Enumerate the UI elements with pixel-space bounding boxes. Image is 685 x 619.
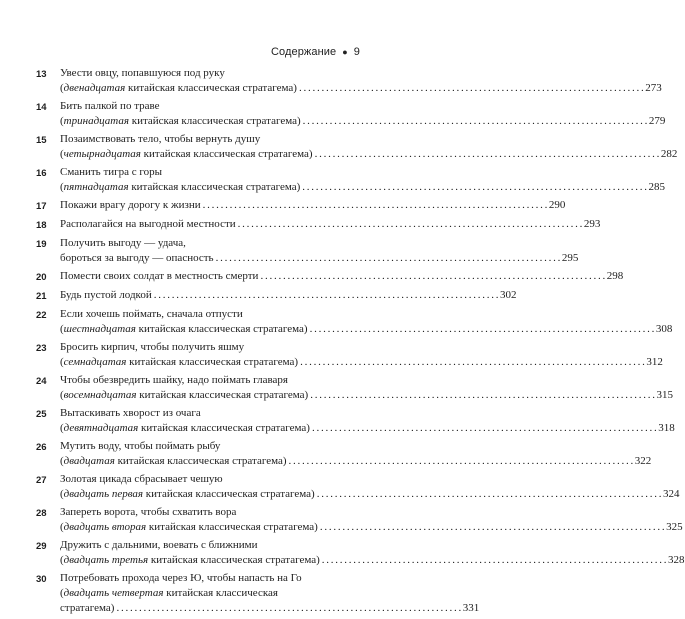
stratagem-ordinal: двадцать первая	[63, 488, 144, 500]
title-text	[60, 355, 298, 370]
paren-open: (	[60, 521, 64, 533]
title-segment: Бить палкой по траве	[60, 100, 160, 112]
chapter-title-block	[60, 472, 679, 502]
page-ref: 325	[666, 521, 683, 533]
dot-leader	[299, 81, 643, 96]
paren-open: (	[60, 181, 64, 193]
paren-open: (	[60, 389, 64, 401]
title-segment: китайская классическая стратагема)	[126, 356, 299, 368]
title-line	[60, 487, 679, 502]
stratagem-ordinal: шестнадцатая	[63, 323, 136, 335]
title-segment: Располагайся на выгодной местности	[60, 218, 236, 230]
page-ref: 308	[655, 323, 673, 335]
title-line	[60, 99, 665, 114]
chapter-title-block	[60, 165, 665, 195]
title-line	[60, 505, 683, 520]
stratagem-ordinal: четырнадцатая	[63, 148, 141, 160]
title-line	[60, 66, 662, 81]
title-line	[60, 340, 663, 355]
title-text	[60, 340, 244, 355]
chapter-title-block	[60, 99, 665, 129]
title-segment: Позаимствовать тело, чтобы вернуть душу	[60, 133, 261, 145]
title-text	[60, 520, 318, 535]
title-segment: Вытаскивать хворост из очага	[60, 407, 201, 419]
stratagem-ordinal: двадцать вторая	[63, 521, 147, 533]
title-line	[60, 406, 675, 421]
title-line	[60, 586, 479, 601]
title-line	[60, 269, 623, 284]
title-segment: китайская классическая стратагема)	[143, 488, 315, 500]
toc-entry[interactable]	[36, 505, 683, 535]
title-segment: китайская классическая	[163, 587, 278, 599]
toc-entry[interactable]	[36, 99, 666, 129]
chapter-title-block	[60, 505, 683, 535]
title-text	[60, 487, 315, 502]
title-text	[60, 66, 225, 81]
chapter-number: 22	[36, 310, 47, 321]
title-text	[60, 217, 236, 232]
title-text	[60, 180, 300, 195]
title-text	[60, 99, 160, 114]
chapter-title-block	[60, 340, 663, 370]
title-text	[60, 571, 302, 586]
chapter-number: 19	[36, 239, 47, 250]
title-segment: китайская классическая стратагема)	[138, 422, 310, 434]
title-line	[60, 288, 516, 303]
chapter-number: 21	[36, 291, 47, 302]
title-line	[60, 601, 479, 616]
toc-entry[interactable]	[36, 198, 566, 214]
dot-leader	[203, 198, 547, 213]
title-line	[60, 439, 651, 454]
chapter-title-block	[60, 236, 578, 266]
dot-leader	[116, 601, 460, 616]
page-ref: 279	[648, 115, 666, 127]
toc-entry[interactable]	[36, 439, 652, 469]
title-segment: Получить выгоду — удача,	[60, 237, 186, 249]
chapter-title-block	[60, 406, 675, 436]
toc-entry[interactable]	[36, 288, 517, 304]
chapter-title-block	[60, 439, 651, 469]
title-segment: Бросить кирпич, чтобы получить яшму	[60, 341, 245, 353]
toc-entry[interactable]	[36, 236, 579, 266]
paren-open: (	[60, 455, 64, 467]
toc-entry[interactable]	[36, 217, 601, 233]
paren-open: (	[60, 148, 64, 160]
dot-leader	[312, 421, 656, 436]
paren-open: (	[60, 82, 64, 94]
title-segment: стратагема)	[60, 602, 115, 614]
page-ref: 285	[648, 181, 666, 193]
title-segment: Запереть ворота, чтобы схватить вора	[60, 506, 237, 518]
title-text	[60, 406, 201, 421]
title-segment: китайская классическая стратагема)	[135, 323, 308, 335]
title-line	[60, 388, 673, 403]
chapter-number: 28	[36, 508, 47, 519]
title-text	[60, 251, 214, 266]
dot-leader	[310, 322, 654, 337]
title-text	[60, 322, 308, 337]
title-text	[60, 538, 258, 553]
toc-entry[interactable]	[36, 132, 678, 162]
chapter-title-block	[60, 571, 479, 616]
chapter-number: 13	[36, 69, 47, 80]
chapter-title-block	[60, 288, 516, 304]
toc-entry[interactable]	[36, 66, 662, 96]
title-line	[60, 147, 677, 162]
title-text	[60, 472, 223, 487]
stratagem-ordinal: девятнадцатая	[63, 422, 139, 434]
title-segment: Дружить с дальними, воевать с ближними	[60, 539, 258, 551]
page-ref: 293	[583, 218, 601, 230]
paren-open: (	[60, 422, 64, 434]
page-ref: 324	[662, 488, 680, 500]
title-text	[60, 388, 308, 403]
title-text	[60, 147, 313, 162]
title-segment: китайская классическая стратагема)	[128, 181, 301, 193]
paren-open: (	[60, 488, 64, 500]
chapter-number: 16	[36, 168, 47, 179]
title-line	[60, 322, 672, 337]
page-ref: 295	[561, 252, 579, 264]
title-segment: Золотая цикада сбрасывает чешую	[60, 473, 223, 485]
table-of-contents	[36, 66, 685, 619]
title-segment: китайская классическая стратагема)	[140, 148, 313, 160]
title-line	[60, 236, 578, 251]
chapter-number: 14	[36, 102, 47, 113]
title-text	[60, 586, 278, 601]
chapter-number: 27	[36, 475, 47, 486]
chapter-title-block	[60, 307, 672, 337]
chapter-title-block	[60, 538, 685, 568]
title-line	[60, 472, 679, 487]
title-line	[60, 571, 479, 586]
title-segment: Сманить тигра с горы	[60, 166, 163, 178]
paren-open: (	[60, 115, 64, 127]
title-segment: Потребовать прохода через Ю, чтобы напасть на Го	[60, 572, 302, 584]
title-segment: китайская классическая стратагема)	[128, 115, 301, 127]
title-segment: Чтобы обезвредить шайку, надо поймать главаря	[60, 374, 288, 386]
page-ref: 298	[606, 270, 624, 282]
dot-leader	[320, 520, 664, 535]
chapter-number: 17	[36, 201, 47, 212]
stratagem-ordinal: двадцать третья	[63, 554, 149, 566]
dot-leader	[317, 487, 661, 502]
page-number: 9	[353, 46, 360, 58]
title-line	[60, 307, 672, 322]
paren-open: (	[60, 323, 64, 335]
title-line	[60, 373, 673, 388]
title-line	[60, 132, 677, 147]
chapter-number: 30	[36, 574, 47, 585]
chapter-title-block	[60, 66, 662, 96]
chapter-title-block	[60, 217, 600, 233]
stratagem-ordinal: двадцать четвертая	[63, 587, 164, 599]
page-header	[271, 46, 360, 58]
page-ref: 315	[656, 389, 673, 401]
toc-entry[interactable]	[36, 165, 666, 195]
dot-leader	[216, 251, 560, 266]
title-line	[60, 553, 685, 568]
chapter-number: 15	[36, 135, 47, 146]
page-ref: 331	[462, 602, 480, 614]
title-text	[60, 165, 162, 180]
toc-entry[interactable]	[36, 538, 685, 568]
page-ref: 318	[658, 422, 675, 434]
chapter-title-block	[60, 198, 565, 214]
title-segment: китайская классическая стратагема)	[125, 82, 297, 94]
dot-leader	[303, 114, 647, 129]
title-segment: Будь пустой лодкой	[60, 289, 152, 301]
title-line	[60, 251, 578, 266]
title-line	[60, 454, 651, 469]
title-text	[60, 454, 287, 469]
title-text	[60, 81, 297, 96]
dot-leader	[302, 180, 646, 195]
title-line	[60, 538, 685, 553]
toc-entry[interactable]	[36, 472, 680, 502]
title-line	[60, 165, 665, 180]
title-text	[60, 421, 310, 436]
title-line	[60, 180, 665, 195]
title-text	[60, 307, 243, 322]
title-segment: Если хочешь поймать, сначала отпусти	[60, 308, 243, 320]
chapter-title-block	[60, 132, 677, 162]
title-line	[60, 520, 683, 535]
dot-leader	[260, 269, 604, 284]
dot-leader	[310, 388, 654, 403]
paren-open: (	[60, 554, 64, 566]
title-segment: Покажи врагу дорогу к жизни	[60, 199, 201, 211]
title-line	[60, 217, 600, 232]
dot-leader	[289, 454, 633, 469]
title-segment: китайская классическая стратагема)	[136, 389, 309, 401]
chapter-number: 26	[36, 442, 47, 453]
stratagem-ordinal: пятнадцатая	[63, 181, 129, 193]
title-line	[60, 81, 662, 96]
paren-open: (	[60, 356, 64, 368]
page-ref: 282	[660, 148, 678, 160]
title-text	[60, 439, 220, 454]
chapter-title-block	[60, 269, 623, 285]
title-text	[60, 288, 152, 303]
dot-leader	[322, 553, 666, 568]
page-ref: 290	[548, 199, 566, 211]
chapter-title-block	[60, 373, 673, 403]
title-text	[60, 373, 288, 388]
bullet-separator-icon: ●	[342, 47, 348, 57]
page-ref: 312	[646, 356, 663, 368]
chapter-number: 23	[36, 343, 47, 354]
title-segment: китайская классическая стратагема)	[114, 455, 287, 467]
dot-leader	[238, 217, 582, 232]
stratagem-ordinal: двадцатая	[63, 455, 115, 467]
chapter-number: 20	[36, 272, 47, 283]
title-line	[60, 198, 565, 213]
title-segment: китайская классическая стратагема)	[148, 554, 320, 566]
dot-leader	[315, 147, 659, 162]
title-text	[60, 198, 201, 213]
dot-leader	[300, 355, 644, 370]
chapter-number: 29	[36, 541, 47, 552]
title-text	[60, 601, 114, 616]
title-segment: Увести овцу, попавшуюся под руку	[60, 67, 225, 79]
title-line	[60, 355, 663, 370]
stratagem-ordinal: тринадцатая	[63, 115, 129, 127]
title-text	[60, 269, 258, 284]
chapter-number: 18	[36, 220, 47, 231]
page-ref: 302	[499, 289, 517, 301]
chapter-number: 24	[36, 376, 47, 387]
chapter-number: 25	[36, 409, 47, 420]
title-text	[60, 553, 320, 568]
toc-entry[interactable]	[36, 373, 673, 403]
title-segment: бороться за выгоду — опасность	[60, 252, 214, 264]
title-segment: китайская классическая стратагема)	[146, 521, 318, 533]
toc-entry[interactable]	[36, 406, 675, 436]
title-text	[60, 132, 260, 147]
page-ref: 322	[634, 455, 652, 467]
toc-entry[interactable]	[36, 340, 663, 370]
title-segment: Помести своих солдат в местность смерти	[60, 270, 259, 282]
title-text	[60, 114, 301, 129]
page-ref: 328	[668, 554, 685, 566]
paren-open: (	[60, 587, 64, 599]
title-text	[60, 505, 236, 520]
stratagem-ordinal: двенадцатая	[63, 82, 126, 94]
title-line	[60, 421, 675, 436]
title-segment: Мутить воду, чтобы поймать рыбу	[60, 440, 221, 452]
toc-entry[interactable]	[36, 307, 673, 337]
page-ref: 273	[645, 82, 662, 94]
title-line	[60, 114, 665, 129]
toc-entry[interactable]	[36, 269, 624, 285]
dot-leader	[154, 288, 498, 303]
stratagem-ordinal: семнадцатая	[63, 356, 127, 368]
title-text	[60, 236, 186, 251]
running-title: Содержание	[270, 46, 337, 58]
toc-entry[interactable]	[36, 571, 480, 616]
stratagem-ordinal: восемнадцатая	[63, 389, 137, 401]
